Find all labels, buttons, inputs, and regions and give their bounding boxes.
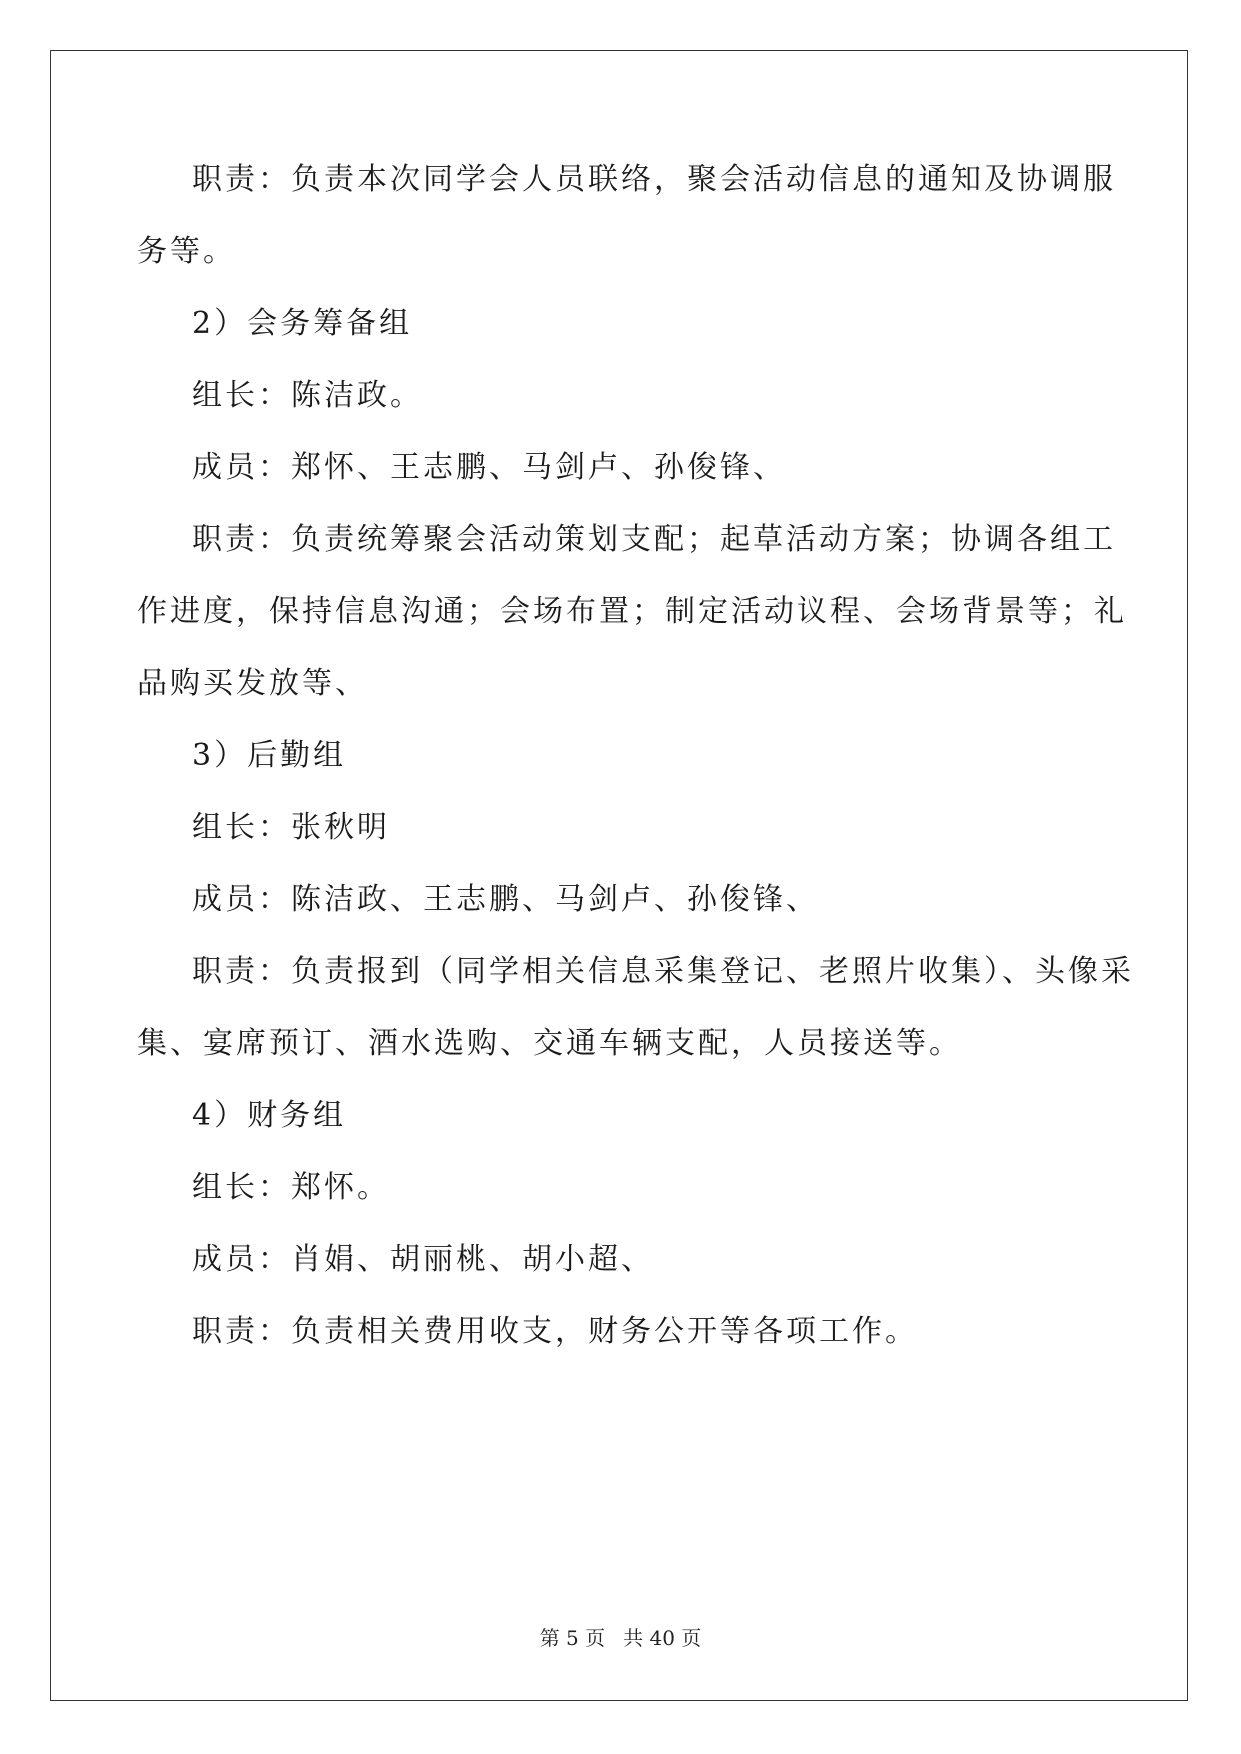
leader-meeting-prep: 组长：陈洁政。 [192,378,423,413]
paragraph-duties-contact-line1: 职责：负责本次同学会人员联络，聚会活动信息的通知及协调服 [192,162,1116,197]
section-heading-logistics: 3）后勤组 [192,738,347,773]
duties-meeting-prep-line1: 职责：负责统筹聚会活动策划支配；起草活动方案；协调各组工 [192,522,1116,557]
paragraph-duties-contact-line2: 务等。 [137,234,236,269]
page-total: 共 40 页 [623,1626,702,1650]
duties-meeting-prep-line2: 作进度，保持信息沟通；会场布置；制定活动议程、会场背景等；礼 [137,594,1127,629]
members-logistics: 成员：陈洁政、王志鹏、马剑卢、孙俊锋、 [192,882,819,917]
page-footer [0,1626,1241,1650]
duties-logistics-line1: 职责：负责报到（同学相关信息采集登记、老照片收集）、头像采 [192,954,1134,989]
page-border [50,50,1188,1701]
section-heading-finance: 4）财务组 [192,1098,347,1133]
duties-finance: 职责：负责相关费用收支，财务公开等各项工作。 [192,1314,918,1349]
duties-logistics-line2: 集、宴席预订、酒水选购、交通车辆支配，人员接送等。 [137,1026,962,1061]
members-meeting-prep: 成员：郑怀、王志鹏、马剑卢、孙俊锋、 [192,450,786,485]
leader-finance: 组长：郑怀。 [192,1170,390,1205]
members-finance: 成员：肖娟、胡丽桃、胡小超、 [192,1242,654,1277]
section-heading-meeting-prep: 2）会务筹备组 [192,306,413,341]
leader-logistics: 组长：张秋明 [192,810,390,845]
page-number: 第 5 页 [539,1626,606,1650]
duties-meeting-prep-line3: 品购买发放等、 [137,666,368,701]
